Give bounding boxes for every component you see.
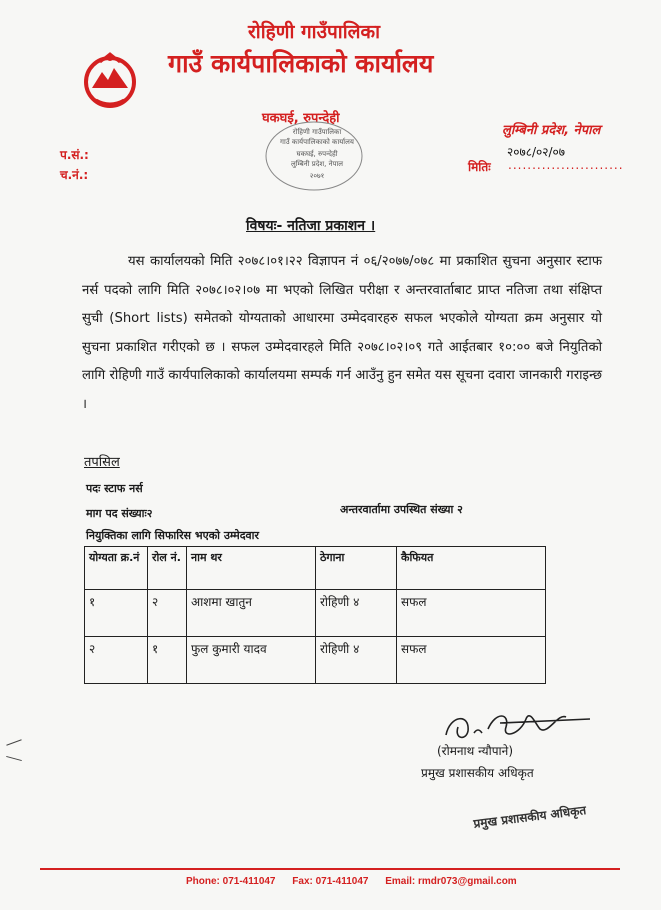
footer-fax: Fax: 071-411047 [292,876,369,887]
date-dots: ........................ [508,158,624,172]
date-label: मितिः [468,160,491,174]
stamp-line: घकघई, रुपन्देही [296,150,338,158]
office-stamp [262,118,367,196]
office-address: घकघई, रुपन्देही [262,111,340,126]
handwritten-signature [440,705,600,745]
col-roll: रोल नं. [148,547,187,590]
office-name: रोहिणी गाउँपालिका [248,21,381,43]
post-name: पदः स्टाफ नर्स [86,482,143,495]
cell-remarks: सफल [397,590,546,637]
date-value: २०७८/०२/०७ [507,145,566,159]
table-header-row [85,547,546,590]
nepal-emblem-icon [78,48,142,112]
notice-body-text: यस कार्यालयको मिति २०७८।०१।२२ विज्ञापन नं ०६/२०७७/०७८ मा प्रकाशित सुचना अनुसार स्टाफ नर्स पदको लागि मिति २०७८।०२।०७ मा भएको लिखित परीक्षा र अन्तरवार्ताबाट प्राप्त नतिजा तथा संक्षिप्त सुची (Short lists) समेतको योग्यताको आधारमा उम्मेदवारहरु सफल भएकोले योग्यता क्रम अनुसार यो सुचना प्रकाशित गरीएको छ । सफल उम्मेदवारहले मिति २०७८।०२।०९ गते आईतबार १०:०० बजे नियुतिको लागि रोहिणी गाउँ कार्यपालिकाको कार्यालयमा सम्पर्क गर्न आउँनु हुन समेत यस सूचना दवारा जानकारी गराइन्छ । [82,254,602,412]
col-remarks: कैफियत [397,547,546,590]
stamp-line: रोहिणी गाउँपालिका [292,128,342,136]
attended-count: अन्तरवार्तामा उपस्थित संख्या २ [340,503,463,516]
margin-mark [6,756,22,761]
office-title: गाउँ कार्यपालिकाको कार्यालय [168,49,434,78]
cell-name: आशमा खातुन [187,590,316,637]
footer-contact [186,876,531,887]
footer-divider [40,868,620,870]
demand-count: माग पद संख्याः२ [86,507,153,520]
recommended-heading: नियुक्तिका लागि सिफारिस भएको उम्मेदवार [86,529,260,542]
cell-address: रोहिणी ४ [316,590,397,637]
stamp-line: गाउँ कार्यपालिकाको कार्यालय [280,138,354,146]
margin-mark [6,739,21,745]
province-name: लुम्बिनी प्रदेश, नेपाल [502,123,601,138]
stamp-line: लुम्बिनी प्रदेश, नेपाल [290,160,344,168]
candidates-table [84,546,546,684]
footer-email: Email: rmdr073@gmail.com [385,876,517,887]
col-rank: योग्यता क्र.नं [85,547,148,590]
signer-title: प्रमुख प्रशासकीय अधिकृत [421,766,534,780]
details-heading: तपसिल [84,455,120,470]
cn-label: च.नं.: [60,168,89,182]
cell-remarks: सफल [397,637,546,684]
cell-roll: १ [148,637,187,684]
cell-rank: १ [85,590,148,637]
cell-name: फुल कुमारी यादव [187,637,316,684]
signer-name: (रोमनाथ न्यौपाने) [437,744,513,758]
cell-rank: २ [85,637,148,684]
ps-label: प.सं.: [60,148,89,162]
col-name: नाम थर [187,547,316,590]
designation-seal: प्रमुख प्रशासकीय अधिकृत [472,803,587,831]
col-address: ठेगाना [316,547,397,590]
stamp-line: २०७१ [309,172,325,180]
footer-phone: Phone: 071-411047 [186,876,276,887]
table-row [85,637,546,684]
cell-roll: २ [148,590,187,637]
subject-line: विषयः- नतिजा प्रकाशन । [246,218,376,234]
notice-body [82,248,602,420]
cell-address: रोहिणी ४ [316,637,397,684]
table-row [85,590,546,637]
